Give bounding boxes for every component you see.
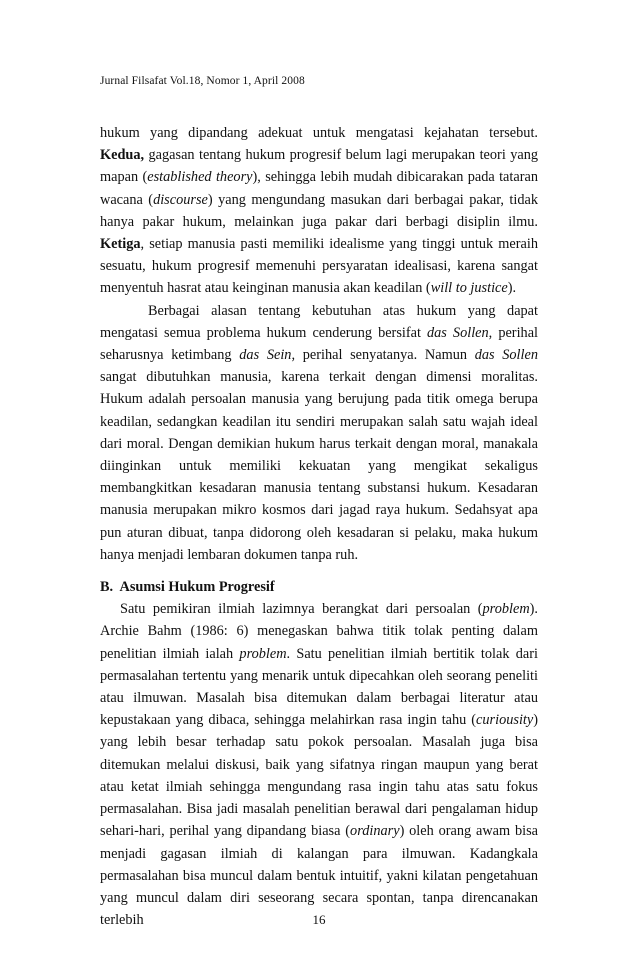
bold-term: Kedua,: [100, 147, 145, 164]
text-run: hukum yang dipandang adekuat untuk mengatasi kejahatan tersebut.: [100, 125, 538, 141]
text-run: gagasan tentang hukum progresif belum lagi merupakan teori yang mapan (: [100, 147, 538, 186]
italic-term: discourse: [153, 191, 208, 208]
text-run: ). Archie Bahm (1986: 6) menegaskan bahwa titik tolak penting dalam penelitian ilmiah ialah: [100, 601, 538, 662]
text-run: ), sehingga lebih mudah dibicarakan pada tataran wacana (: [100, 169, 538, 208]
italic-term: das Sollen: [474, 347, 538, 364]
section-label: B.: [100, 579, 114, 596]
italic-term: established theory: [147, 169, 253, 186]
section-heading: [100, 576, 538, 598]
text-run: , perihal seharusnya ketimbang: [100, 324, 539, 364]
italic-term: ordinary: [350, 823, 400, 840]
text-run: Satu pemikiran ilmiah lazimnya berangkat dari persoalan (: [120, 601, 483, 618]
italic-term: will to justice: [430, 280, 508, 297]
page-body: [100, 122, 538, 931]
text-run: , setiap manusia pasti memiliki idealisme yang tinggi untuk meraih sesuatu, hukum progresif memenuhi persyaratan idealisasi, karena sangat menyentuh hasrat atau keinginan manusia akan keadilan (: [100, 236, 538, 297]
text-run: . Satu penelitian ilmiah bertitik tolak dari permasalahan tertentu yang menarik untuk dipecahkan oleh seorang peneliti atau ilmuwan. Masalah bisa ditemukan dalam berbagai literatur atau kepustakaan yang dibaca, sehingga melahirkan rasa ingin tahu (: [100, 645, 538, 729]
text-run: ) oleh orang awam bisa menjadi gagasan ilmiah di kalangan para ilmuwan. Kadangkala permasalahan bisa muncul dalam bentuk intuitif, yakni kilatan pengetahuan yang muncul dalam diri seseorang secara spontan, tanpa direncanakan terlebih: [100, 823, 538, 929]
italic-term: problem: [239, 645, 287, 662]
text-run: ) yang mengundang masukan dari berbagai pakar, tidak hanya pakar hukum, melainkan juga pakar dari berbagi disiplin ilmu.: [100, 191, 538, 230]
section-title: Asumsi Hukum Progresif: [119, 579, 275, 596]
text-run: perihal senyatanya. Namun: [295, 347, 475, 364]
text-run: ) yang lebih besar terhadap satu pokok persoalan. Masalah juga bisa ditemukan melalui diskusi, baik yang sifatnya ringan maupun yang berat atau ketat ilmiah sehingga mengundang rasa ingin tahu atas satu fokus permasalahan. Bisa jadi masalah penelitian berawal dari pengalaman hidup sehari-hari, perihal yang dipandang biasa (: [100, 712, 538, 840]
italic-term: das Sein,: [239, 347, 296, 364]
page-number: 16: [312, 912, 326, 927]
italic-term: problem: [482, 601, 530, 618]
italic-term: curiousity: [476, 712, 534, 729]
text-run: Berbagai alasan tentang kebutuhan atas hukum yang dapat mengatasi semua problema hukum cenderung bersifat: [100, 302, 538, 341]
bold-term: Ketiga: [100, 236, 141, 253]
running-header: Jurnal Filsafat Vol.18, Nomor 1, April 2008: [100, 75, 305, 87]
paragraph-3: [100, 598, 538, 931]
paragraph-2: [100, 300, 538, 566]
italic-term: das Sollen: [427, 324, 489, 341]
text-run: sangat dibutuhkan manusia, karena terkait dengan dimensi moralitas. Hukum adalah persoalan manusia yang berujung pada titik omega berupa keadilan, sedangkan keadilan itu sendiri merupakan salah satu wajah ideal dari moral. Dengan demikian hukum harus terkait dengan moral, manakala diinginkan untuk memiliki kekuatan yang mengikat sekaligus membangkitkan kesadaran manusia tentang substansi hukum. Kesadaran manusia merupakan mikro kosmos dari jagad raya hukum. Sedahsyat apa pun aturan dibuat, tanpa didorong oleh kesadaran si pelaku, maka hukum hanya menjadi lembaran dokumen tanpa ruh.: [100, 369, 538, 563]
paragraph-1: [100, 122, 538, 300]
text-run: ).: [507, 280, 517, 297]
